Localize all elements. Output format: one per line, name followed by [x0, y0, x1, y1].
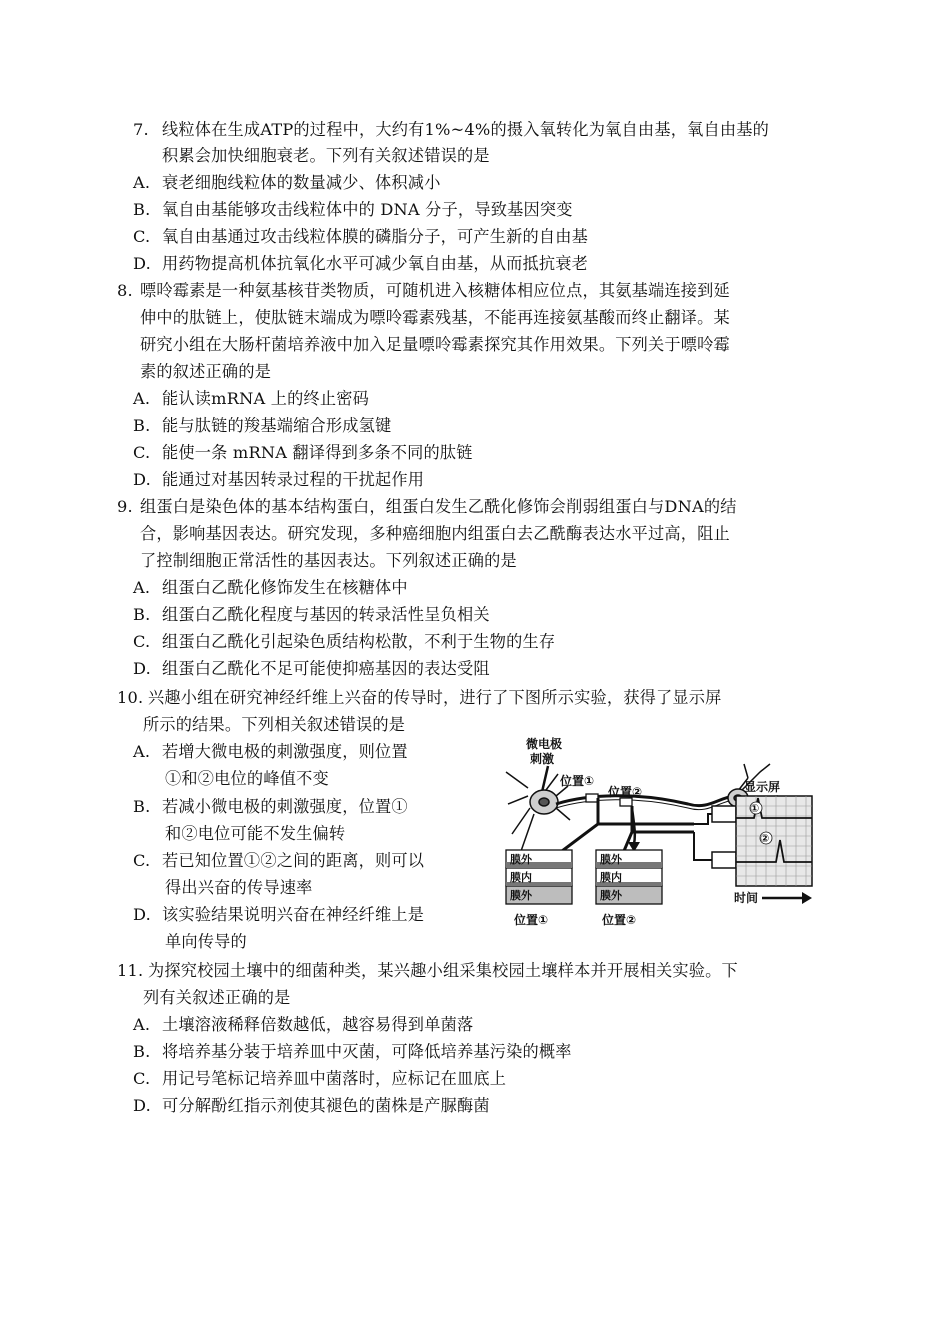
- panel-2-membrane-outer-top: 膜外: [600, 853, 622, 866]
- q8-option-c: 能使一条 mRNA 翻译得到多条不同的肽链: [162, 443, 473, 462]
- q10-stem-line-2: 所示的结果。下列相关叙述错误的是: [143, 715, 406, 734]
- q8-number: 8.: [117, 281, 133, 300]
- q10-option-a-line-1: 若增大微电极的刺激强度，则位置: [162, 742, 408, 761]
- q9-option-c-letter: C.: [133, 632, 151, 651]
- q9-option-d: 组蛋白乙酰化不足可能使抑癌基因的表达受阻: [162, 659, 490, 678]
- q9-option-b-letter: B.: [133, 605, 151, 624]
- q7-option-d-letter: D.: [133, 254, 151, 273]
- electrode-position-2: [620, 798, 632, 806]
- q9-option-b: 组蛋白乙酰化程度与基因的转录活性呈负相关: [162, 605, 490, 624]
- q9-option-c: 组蛋白乙酰化引起染色质结构松散，不利于生物的生存: [162, 632, 556, 651]
- q10-option-a-line-2: ①和②电位的峰值不变: [165, 769, 329, 788]
- q8-stem-line-3: 研究小组在大肠杆菌培养液中加入足量嘌呤霉素探究其作用效果。下列关于嘌呤霉: [140, 335, 730, 354]
- amplifier-2: [712, 852, 736, 868]
- q7-option-b: 氧自由基能够攻击线粒体中的 DNA 分子，导致基因突变: [162, 200, 573, 219]
- q8-stem-line-1: 嘌呤霉素是一种氨基核苷类物质，可随机进入核糖体相应位点，其氨基端连接到延: [140, 281, 730, 300]
- q9-number: 9.: [117, 497, 133, 516]
- time-axis-label: 时间: [734, 891, 759, 905]
- q8-option-d: 能通过对基因转录过程的干扰起作用: [162, 470, 425, 489]
- q8-option-b: 能与肽链的羧基端缩合形成氢键: [162, 416, 392, 435]
- q10-stem-line-1: 兴趣小组在研究神经纤维上兴奋的传导时，进行了下图所示实验，获得了显示屏: [148, 688, 722, 707]
- q9-option-a-letter: A.: [133, 578, 151, 597]
- q10-option-b-line-2: 和②电位可能不发生偏转: [165, 824, 346, 843]
- panel-2-membrane-inner: 膜内: [600, 871, 622, 884]
- display-marker-1: ①: [750, 802, 760, 815]
- q7-option-b-letter: B.: [133, 200, 151, 219]
- q11-stem-line-2: 列有关叙述正确的是: [143, 988, 291, 1007]
- q7-stem-line-1: 线粒体在生成ATP的过程中，大约有1%~4%的摄入氧转化为氧自由基，氧自由基的: [162, 120, 770, 139]
- q9-stem-line-3: 了控制细胞正常活性的基因表达。下列叙述正确的是: [140, 551, 517, 570]
- q8-stem-line-4: 素的叙述正确的是: [140, 362, 272, 381]
- q10-option-b-line-1: 若减小微电极的刺激强度，位置①: [162, 797, 408, 816]
- q11-option-d: 可分解酚红指示剂使其褪色的菌株是产脲酶菌: [162, 1096, 490, 1115]
- position-1-label-top: 位置①: [560, 774, 595, 788]
- amplifier-1: [712, 806, 736, 822]
- q8-option-a: 能认读mRNA 上的终止密码: [162, 389, 370, 408]
- q7-stem-line-2: 积累会加快细胞衰老。下列有关叙述错误的是: [162, 146, 490, 165]
- q8-option-a-letter: A.: [133, 389, 151, 408]
- q7-option-d: 用药物提高机体抗氧化水平可减少氧自由基，从而抵抗衰老: [162, 254, 589, 273]
- q10-option-c-letter: C.: [133, 851, 151, 870]
- q7-option-a-letter: A.: [133, 173, 151, 192]
- q8-stem-line-2: 伸中的肽链上，使肽链末端成为嘌呤霉素残基，不能再连接氨基酸而终止翻译。某: [140, 308, 730, 327]
- position-2-label-bottom: 位置②: [602, 913, 637, 927]
- display-marker-2: ②: [760, 832, 770, 845]
- q10-option-a-letter: A.: [133, 742, 151, 761]
- q8-option-b-letter: B.: [133, 416, 151, 435]
- q9-stem-line-2: 合，影响基因表达。研究发现，多种癌细胞内组蛋白去乙酰酶表达水平过高，阻止: [140, 524, 730, 543]
- q7-number: 7.: [133, 120, 149, 139]
- panel-1-membrane-outer-bottom: 膜外: [510, 889, 532, 902]
- q7-option-a: 衰老细胞线粒体的数量减少、体积减小: [162, 173, 441, 192]
- display-screen: [736, 796, 812, 886]
- q10-option-c-line-1: 若已知位置①②之间的距离，则可以: [162, 851, 425, 870]
- electrode-position-1: [586, 794, 598, 802]
- display-screen-label: 显示屏: [744, 780, 781, 794]
- stimulus-label-line-2: 刺激: [530, 752, 555, 766]
- q11-option-d-letter: D.: [133, 1096, 151, 1115]
- q10-number: 10.: [117, 688, 144, 707]
- q11-stem-line-1: 为探究校园土壤中的细菌种类，某兴趣小组采集校园土壤样本并开展相关实验。下: [148, 961, 738, 980]
- panel-1-membrane-outer-top: 膜外: [510, 853, 532, 866]
- q11-option-c-letter: C.: [133, 1069, 151, 1088]
- q11-number: 11.: [117, 961, 144, 980]
- position-1-label-bottom: 位置①: [514, 913, 549, 927]
- q11-option-b-letter: B.: [133, 1042, 151, 1061]
- q11-option-b: 将培养基分装于培养皿中灭菌，可降低培养基污染的概率: [162, 1042, 572, 1061]
- q11-option-a-letter: A.: [133, 1015, 151, 1034]
- panel-1-membrane-inner: 膜内: [510, 871, 532, 884]
- q8-option-c-letter: C.: [133, 443, 151, 462]
- q10-option-d-line-2: 单向传导的: [165, 932, 247, 951]
- q8-option-d-letter: D.: [133, 470, 151, 489]
- q9-option-a: 组蛋白乙酰化修饰发生在核糖体中: [162, 578, 408, 597]
- stimulus-label-line-1: 微电极: [526, 737, 563, 751]
- q11-option-c: 用记号笔标记培养皿中菌落时，应标记在皿底上: [162, 1069, 507, 1088]
- q7-option-c: 氧自由基通过攻击线粒体膜的磷脂分子，可产生新的自由基: [162, 227, 589, 246]
- q9-option-d-letter: D.: [133, 659, 151, 678]
- q11-option-a: 土壤溶液稀释倍数越低，越容易得到单菌落: [162, 1015, 474, 1034]
- q10-option-b-letter: B.: [133, 797, 151, 816]
- q9-stem-line-1: 组蛋白是染色体的基本结构蛋白，组蛋白发生乙酰化修饰会削弱组蛋白与DNA的结: [140, 497, 737, 516]
- q7-option-c-letter: C.: [133, 227, 151, 246]
- nerve-experiment-figure: [498, 734, 840, 934]
- q10-option-d-letter: D.: [133, 905, 151, 924]
- panel-2-membrane-outer-bottom: 膜外: [600, 889, 622, 902]
- q10-option-d-line-1: 该实验结果说明兴奋在神经纤维上是: [162, 905, 425, 924]
- q10-option-c-line-2: 得出兴奋的传导速率: [165, 878, 313, 897]
- position-2-label-top: 位置②: [608, 785, 643, 799]
